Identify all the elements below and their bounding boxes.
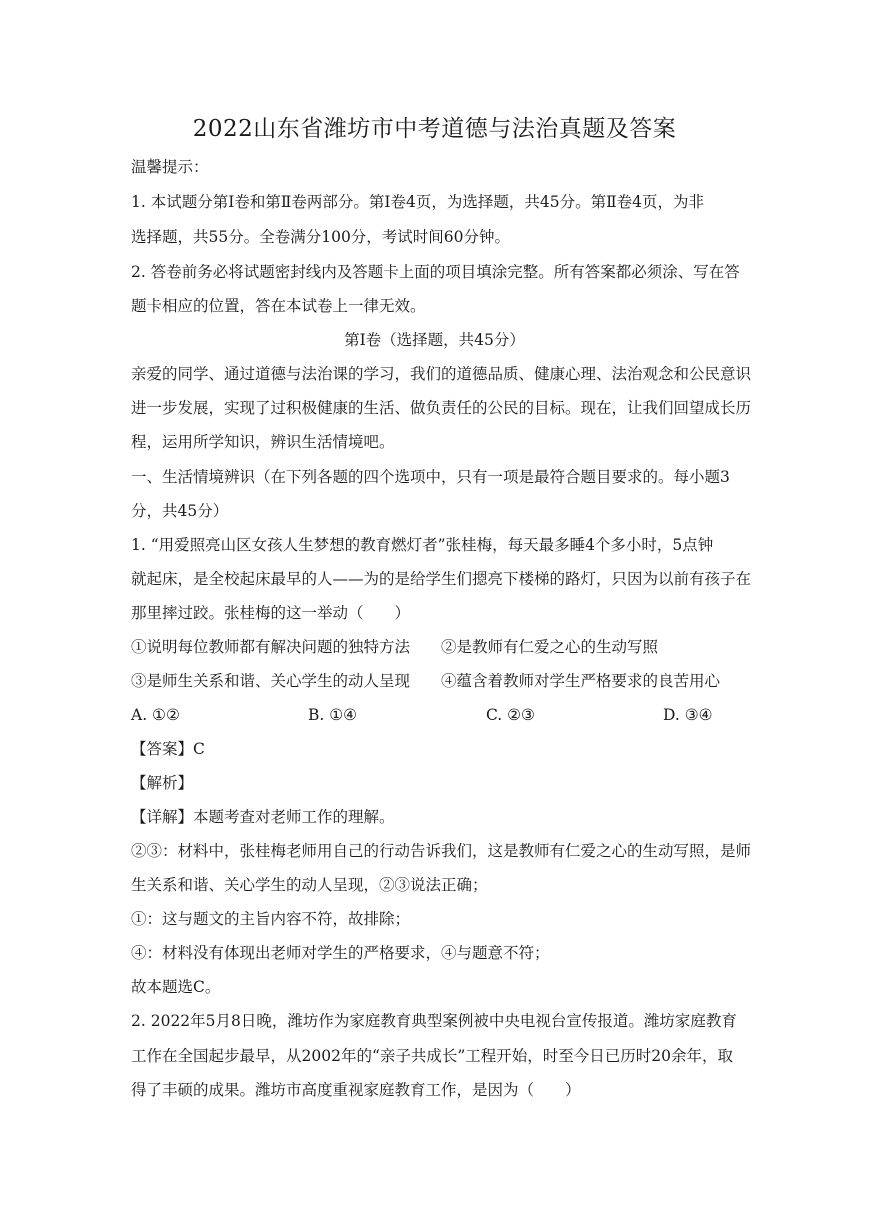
intro-line-3: 程，运用所学知识，辨识生活情境吧。 bbox=[131, 433, 395, 451]
option-b: B. ①④ bbox=[308, 706, 358, 724]
question-2-line-3: 得了丰硕的成果。潍坊市高度重视家庭教育工作，是因为（ ） bbox=[131, 1081, 581, 1099]
detail-line-3: 生关系和谐、关心学生的动人呈现，②③说法正确； bbox=[131, 876, 488, 894]
question-1-line-2: 就起床，是全校起床最早的人——为的是给学生们摁亮下楼梯的路灯，只因为以前有孩子在 bbox=[131, 570, 752, 588]
question-1-statements-1: ①说明每位教师都有解决问题的独特方法 ②是教师有仁爱之心的生动写照 bbox=[131, 638, 659, 656]
option-a: A. ①② bbox=[131, 706, 180, 724]
detail-line-6: 故本题选C。 bbox=[131, 978, 221, 996]
tip-1-line-2: 选择题，共55分。全卷满分100分，考试时间60分钟。 bbox=[131, 228, 511, 246]
intro-line-2: 进一步发展，实现了过积极健康的生活、做负责任的公民的目标。现在，让我们回望成长历 bbox=[131, 399, 752, 417]
tips-heading: 温馨提示： bbox=[131, 158, 209, 176]
tip-2-line-2: 题卡相应的位置，答在本试卷上一律无效。 bbox=[131, 297, 426, 315]
answer-label: 【答案】C bbox=[131, 740, 205, 758]
option-d: D. ③④ bbox=[663, 706, 713, 724]
intro-line-1: 亲爱的同学、通过道德与法治课的学习，我们的道德品质、健康心理、法治观念和公民意识 bbox=[131, 365, 752, 383]
question-2-line-1: 2. 2022年5月8日晚，潍坊作为家庭教育典型案例被中央电视台宣传报道。潍坊家庭教育 bbox=[131, 1012, 737, 1030]
question-1-line-3: 那里摔过跤。张桂梅的这一举动（ ） bbox=[131, 604, 411, 622]
question-1-statements-2: ③是师生关系和谐、关心学生的动人呈现 ④蕴含着教师对学生严格要求的良苦用心 bbox=[131, 672, 721, 690]
question-2-line-2: 工作在全国起步最早，从2002年的“亲子共成长”工程开始，时至今日已历时20余年，取 bbox=[131, 1047, 734, 1065]
option-c: C. ②③ bbox=[486, 706, 535, 724]
detail-line-4: ①：这与题文的主旨内容不符，故排除； bbox=[131, 910, 411, 928]
part-heading-line-2: 分，共45分） bbox=[131, 502, 229, 520]
tip-2-line-1: 2. 答卷前务必将试题密封线内及答题卡上面的项目填涂完整。所有答案都必须涂、写在答 bbox=[131, 263, 740, 281]
question-1-line-1: 1. “用爱照亮山区女孩人生梦想的教育燃灯者”张桂梅，每天最多睡4个多小时，5点钟 bbox=[131, 536, 714, 554]
section-heading: 第Ⅰ卷（选择题，共45分） bbox=[344, 331, 525, 349]
detail-line-5: ④：材料没有体现出老师对学生的严格要求，④与题意不符； bbox=[131, 944, 550, 962]
document-title: 2022山东省潍坊市中考道德与法治真题及答案 bbox=[192, 116, 677, 142]
detail-line-1: 【详解】本题考查对老师工作的理解。 bbox=[131, 808, 395, 826]
tip-1-line-1: 1. 本试题分第Ⅰ卷和第Ⅱ卷两部分。第Ⅰ卷4页，为选择题，共45分。第Ⅱ卷4页，为非 bbox=[131, 193, 704, 211]
detail-line-2: ②③：材料中，张桂梅老师用自己的行动告诉我们，这是教师有仁爱之心的生动写照，是师 bbox=[131, 842, 752, 860]
part-heading-line-1: 一、生活情境辨识（在下列各题的四个选项中，只有一项是最符合题目要求的。每小题3 bbox=[131, 468, 730, 486]
analysis-label: 【解析】 bbox=[131, 774, 194, 792]
